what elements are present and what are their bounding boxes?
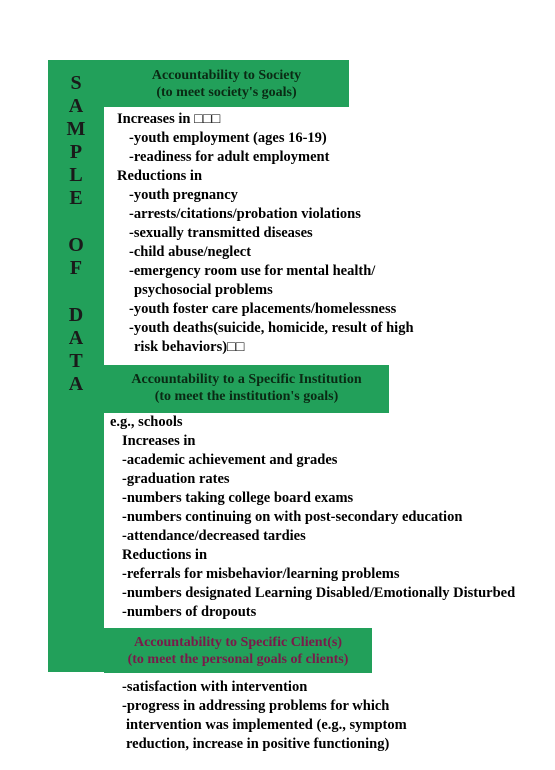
institution-title-line1: Accountability to a Specific Institution — [131, 372, 362, 387]
list-item: -academic achievement and grades — [122, 452, 338, 468]
sidebar-letter: E — [69, 187, 83, 209]
sidebar-letter: S — [70, 72, 82, 94]
sidebar-gap — [48, 280, 104, 304]
sidebar-letter: A — [68, 327, 84, 349]
list-item: -youth foster care placements/homelessness — [129, 301, 397, 317]
sample-of-data-vertical-title — [48, 72, 104, 396]
list-item: Increases in — [122, 433, 196, 449]
list-item: risk behaviors)□□ — [134, 339, 245, 355]
society-title-line1: Accountability to Society — [151, 68, 302, 83]
list-item: -numbers designated Learning Disabled/Emotionally Disturbed — [122, 585, 516, 601]
sidebar-letter: M — [66, 118, 86, 140]
list-item: -attendance/decreased tardies — [122, 528, 306, 544]
client-title-line1: Accountability to Specific Client(s) — [133, 635, 343, 650]
list-item: Reductions in — [122, 547, 208, 563]
society-title-line2: (to meet society's goals) — [156, 85, 297, 100]
list-item: -progress in addressing problems for which — [122, 698, 390, 714]
sidebar-letter: O — [68, 234, 84, 256]
sidebar-gap — [48, 210, 104, 234]
sidebar-letter: T — [69, 350, 83, 372]
list-item: -youth deaths(suicide, homicide, result of high — [129, 320, 414, 336]
list-item: -satisfaction with intervention — [122, 679, 308, 695]
list-item: Increases in □□□ — [117, 111, 221, 127]
list-item: -arrests/citations/probation violations — [129, 206, 361, 222]
sidebar-letter: A — [68, 95, 84, 117]
list-item: -emergency room use for mental health/ — [129, 263, 376, 279]
sidebar-letter: A — [68, 373, 84, 395]
list-item: -referrals for misbehavior/learning problems — [122, 566, 400, 582]
list-item: -numbers of dropouts — [122, 604, 257, 620]
list-item: reduction, increase in positive functioning) — [126, 736, 390, 752]
list-item: intervention was implemented (e.g., symptom — [126, 717, 407, 733]
list-item: -youth employment (ages 16-19) — [129, 130, 327, 146]
list-item: -sexually transmitted diseases — [129, 225, 313, 241]
list-item: -numbers taking college board exams — [122, 490, 354, 506]
list-item: -numbers continuing on with post-secondary education — [122, 509, 463, 525]
list-item: -child abuse/neglect — [129, 244, 252, 260]
sidebar-letter: L — [69, 164, 83, 186]
institution-title — [104, 371, 389, 405]
institution-title-line2: (to meet the institution's goals) — [154, 389, 339, 404]
client-title-line2: (to meet the personal goals of clients) — [127, 652, 349, 667]
list-item: psychosocial problems — [134, 282, 273, 298]
list-item: -readiness for adult employment — [129, 149, 330, 165]
client-title — [104, 634, 372, 668]
sidebar-letter: F — [69, 257, 83, 279]
list-item: Reductions in — [117, 168, 203, 184]
list-item: -youth pregnancy — [129, 187, 238, 203]
sidebar-letter: P — [69, 141, 83, 163]
society-title — [104, 67, 349, 101]
sidebar-letter: D — [68, 304, 84, 326]
list-item: e.g., schools — [110, 414, 183, 430]
list-item: -graduation rates — [122, 471, 230, 487]
